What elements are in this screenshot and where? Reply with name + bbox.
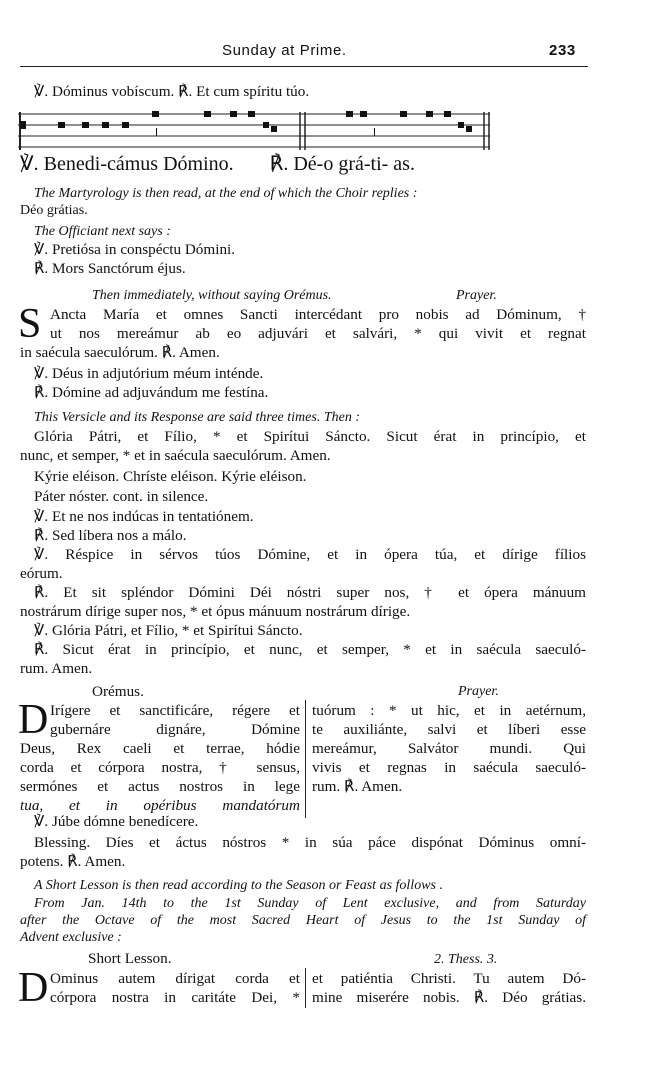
- response-sed-libera: ℟. Sed líbera nos a málo.: [34, 527, 187, 544]
- dropcap-d: D: [18, 697, 49, 743]
- header-rule: [20, 66, 588, 67]
- collect-left-line: gubernáre dignáre, Dómine: [50, 721, 300, 738]
- collect-right-line: rum. ℟. Amen.: [312, 778, 403, 795]
- collect-left-line: corda et córpora nostra, † sensus,: [20, 759, 300, 776]
- dropcap-d-2: D: [18, 965, 49, 1011]
- lesson-left-line: Ominus autem dírigat corda et: [50, 970, 300, 987]
- versicle-gloria-patri: ℣. Glória Pátri, et Fílio, * et Spirítui Sáncto.: [34, 622, 303, 639]
- scripture-reference: 2. Thess. 3.: [434, 952, 498, 967]
- oremus-label: Orémus.: [92, 683, 144, 700]
- lesson-right-line: mine miserére nobis. ℟. Déo grátias.: [312, 989, 586, 1006]
- collect-right-line: vivis et regnas in saécula saeculó-: [312, 759, 586, 776]
- chant-staff: [18, 108, 590, 154]
- respice-line-2: eórum.: [20, 565, 63, 582]
- collect-left-line: Irígere et sanctificáre, régere et: [50, 702, 300, 719]
- chant-text: [20, 152, 415, 176]
- dropcap-s: S: [18, 301, 42, 347]
- sancta-maria-line-1: Ancta María et omnes Sancti intercédant pro nobis ad Dóminum, †: [50, 306, 586, 323]
- collect-left-line: Deus, Rex caeli et terrae, hódie: [20, 740, 300, 757]
- lesson-right-column: [312, 969, 586, 1007]
- versicle-dominus-vobiscum: ℣. Dóminus vobíscum. ℟. Et cum spíritu túo.: [34, 83, 310, 100]
- sancta-maria-line-2: ut nos mereámur ab eo adjuvári et salvári, * qui vivit et regnat: [50, 325, 586, 342]
- lesson-left-line: córpora nostra in caritáte Dei, *: [50, 989, 300, 1006]
- response-domine-ad: ℟. Dómine ad adjuvándum me festína.: [34, 384, 269, 401]
- versicle-deus-in-adjutorium: ℣. Déus in adjutórium méum inténde.: [34, 365, 264, 382]
- collect-left-line: tua, et in opéribus mandatórum: [20, 797, 300, 814]
- blessing-line-1: Blessing. Díes et áctus nóstros * in súa páce dispónat Dóminus omní-: [34, 834, 586, 851]
- deo-gratias: Déo grátias.: [20, 203, 88, 218]
- response-mors: ℟. Mors Sanctórum éjus.: [34, 260, 186, 277]
- rubric-from-jan-3: Advent exclusive :: [20, 930, 122, 945]
- et-sit-line-2: nostrárum dírige super nos, * et ópus mánuum nostrárum dírige.: [20, 603, 411, 620]
- rubric-then-immediately: Then immediately, without saying Orémus.: [92, 288, 332, 303]
- lesson-left-column: [50, 969, 300, 1007]
- chant-text-left: ℣. Benedi-cámus Dómino.: [20, 153, 234, 175]
- kyrie: Kýrie eléison. Chríste eléison. Kýrie eléison.: [34, 468, 307, 485]
- sancta-maria-line-3: in saécula saeculórum. ℟. Amen.: [20, 344, 220, 361]
- collect-right-line: te auxiliánte, salvi et líberi esse: [312, 721, 586, 738]
- page-number: 233: [549, 42, 576, 59]
- column-divider: [305, 700, 306, 818]
- lesson-right-line: et patiéntia Christi. Tu autem Dó-: [312, 970, 586, 987]
- lesson-column-divider: [305, 968, 306, 1008]
- rubric-martyrology: The Martyrology is then read, at the end of which the Choir replies :: [34, 186, 418, 201]
- response-sicut-erat-2: rum. Amen.: [20, 660, 93, 677]
- collect-right-line: tuórum : * ut hic, et in aetérnum,: [312, 702, 586, 719]
- collect-left-column: [50, 701, 300, 739]
- et-sit-line-1: ℟. Et sit spléndor Dómini Déi nóstri super nos, † et ópera mánuum: [34, 584, 586, 601]
- rubric-versicle-three-times: This Versicle and its Response are said three times. Then :: [34, 410, 360, 425]
- rubric-officiant: The Officiant next says :: [34, 224, 171, 239]
- gloria-line-1: Glória Pátri, et Fílio, * et Spirítui Sáncto. Sicut érat in princípio, et: [34, 428, 586, 445]
- prayer-label: Prayer.: [456, 288, 497, 303]
- versicle-et-ne-nos: ℣. Et ne nos indúcas in tentatiónem.: [34, 508, 254, 525]
- rubric-from-jan-1: From Jan. 14th to the 1st Sunday of Lent exclusive, and from Saturday: [34, 896, 586, 911]
- short-lesson-label: Short Lesson.: [88, 950, 172, 967]
- blessing-line-2: potens. ℟. Amen.: [20, 853, 126, 870]
- versicle-pretiosa: ℣. Pretiósa in conspéctu Dómini.: [34, 241, 236, 258]
- respice-line-1: ℣. Réspice in sérvos túos Dómine, et in ópera túa, et dírige fílios: [34, 546, 586, 563]
- collect-left-column-cont: [20, 739, 300, 815]
- gloria-line-2: nunc, et semper, * et in saécula saeculórum. Amen.: [20, 447, 331, 464]
- collect-right-column: [312, 701, 586, 796]
- prayer-label-2: Prayer.: [458, 684, 499, 699]
- chant-text-right: ℟. Dé-o grá-ti- as.: [269, 153, 415, 175]
- rubric-from-jan-2: after the Octave of the most Sacred Heart of Jesus to the 1st Sunday of: [20, 913, 586, 928]
- rubric-short-lesson: A Short Lesson is then read according to the Season or Feast as follows .: [34, 878, 443, 893]
- response-sicut-erat-1: ℟. Sicut érat in princípio, et nunc, et semper, * et in saécula saeculó-: [34, 641, 586, 658]
- running-title: Sunday at Prime.: [222, 42, 347, 59]
- collect-left-line: sermónes et actus nostros in lege: [20, 778, 300, 795]
- versicle-jube: ℣. Júbe dómne benedícere.: [34, 813, 199, 830]
- pater-noster: Páter nóster. cont. in silence.: [34, 488, 209, 505]
- collect-right-line: mereámur, Salvátor mundi. Qui: [312, 740, 586, 757]
